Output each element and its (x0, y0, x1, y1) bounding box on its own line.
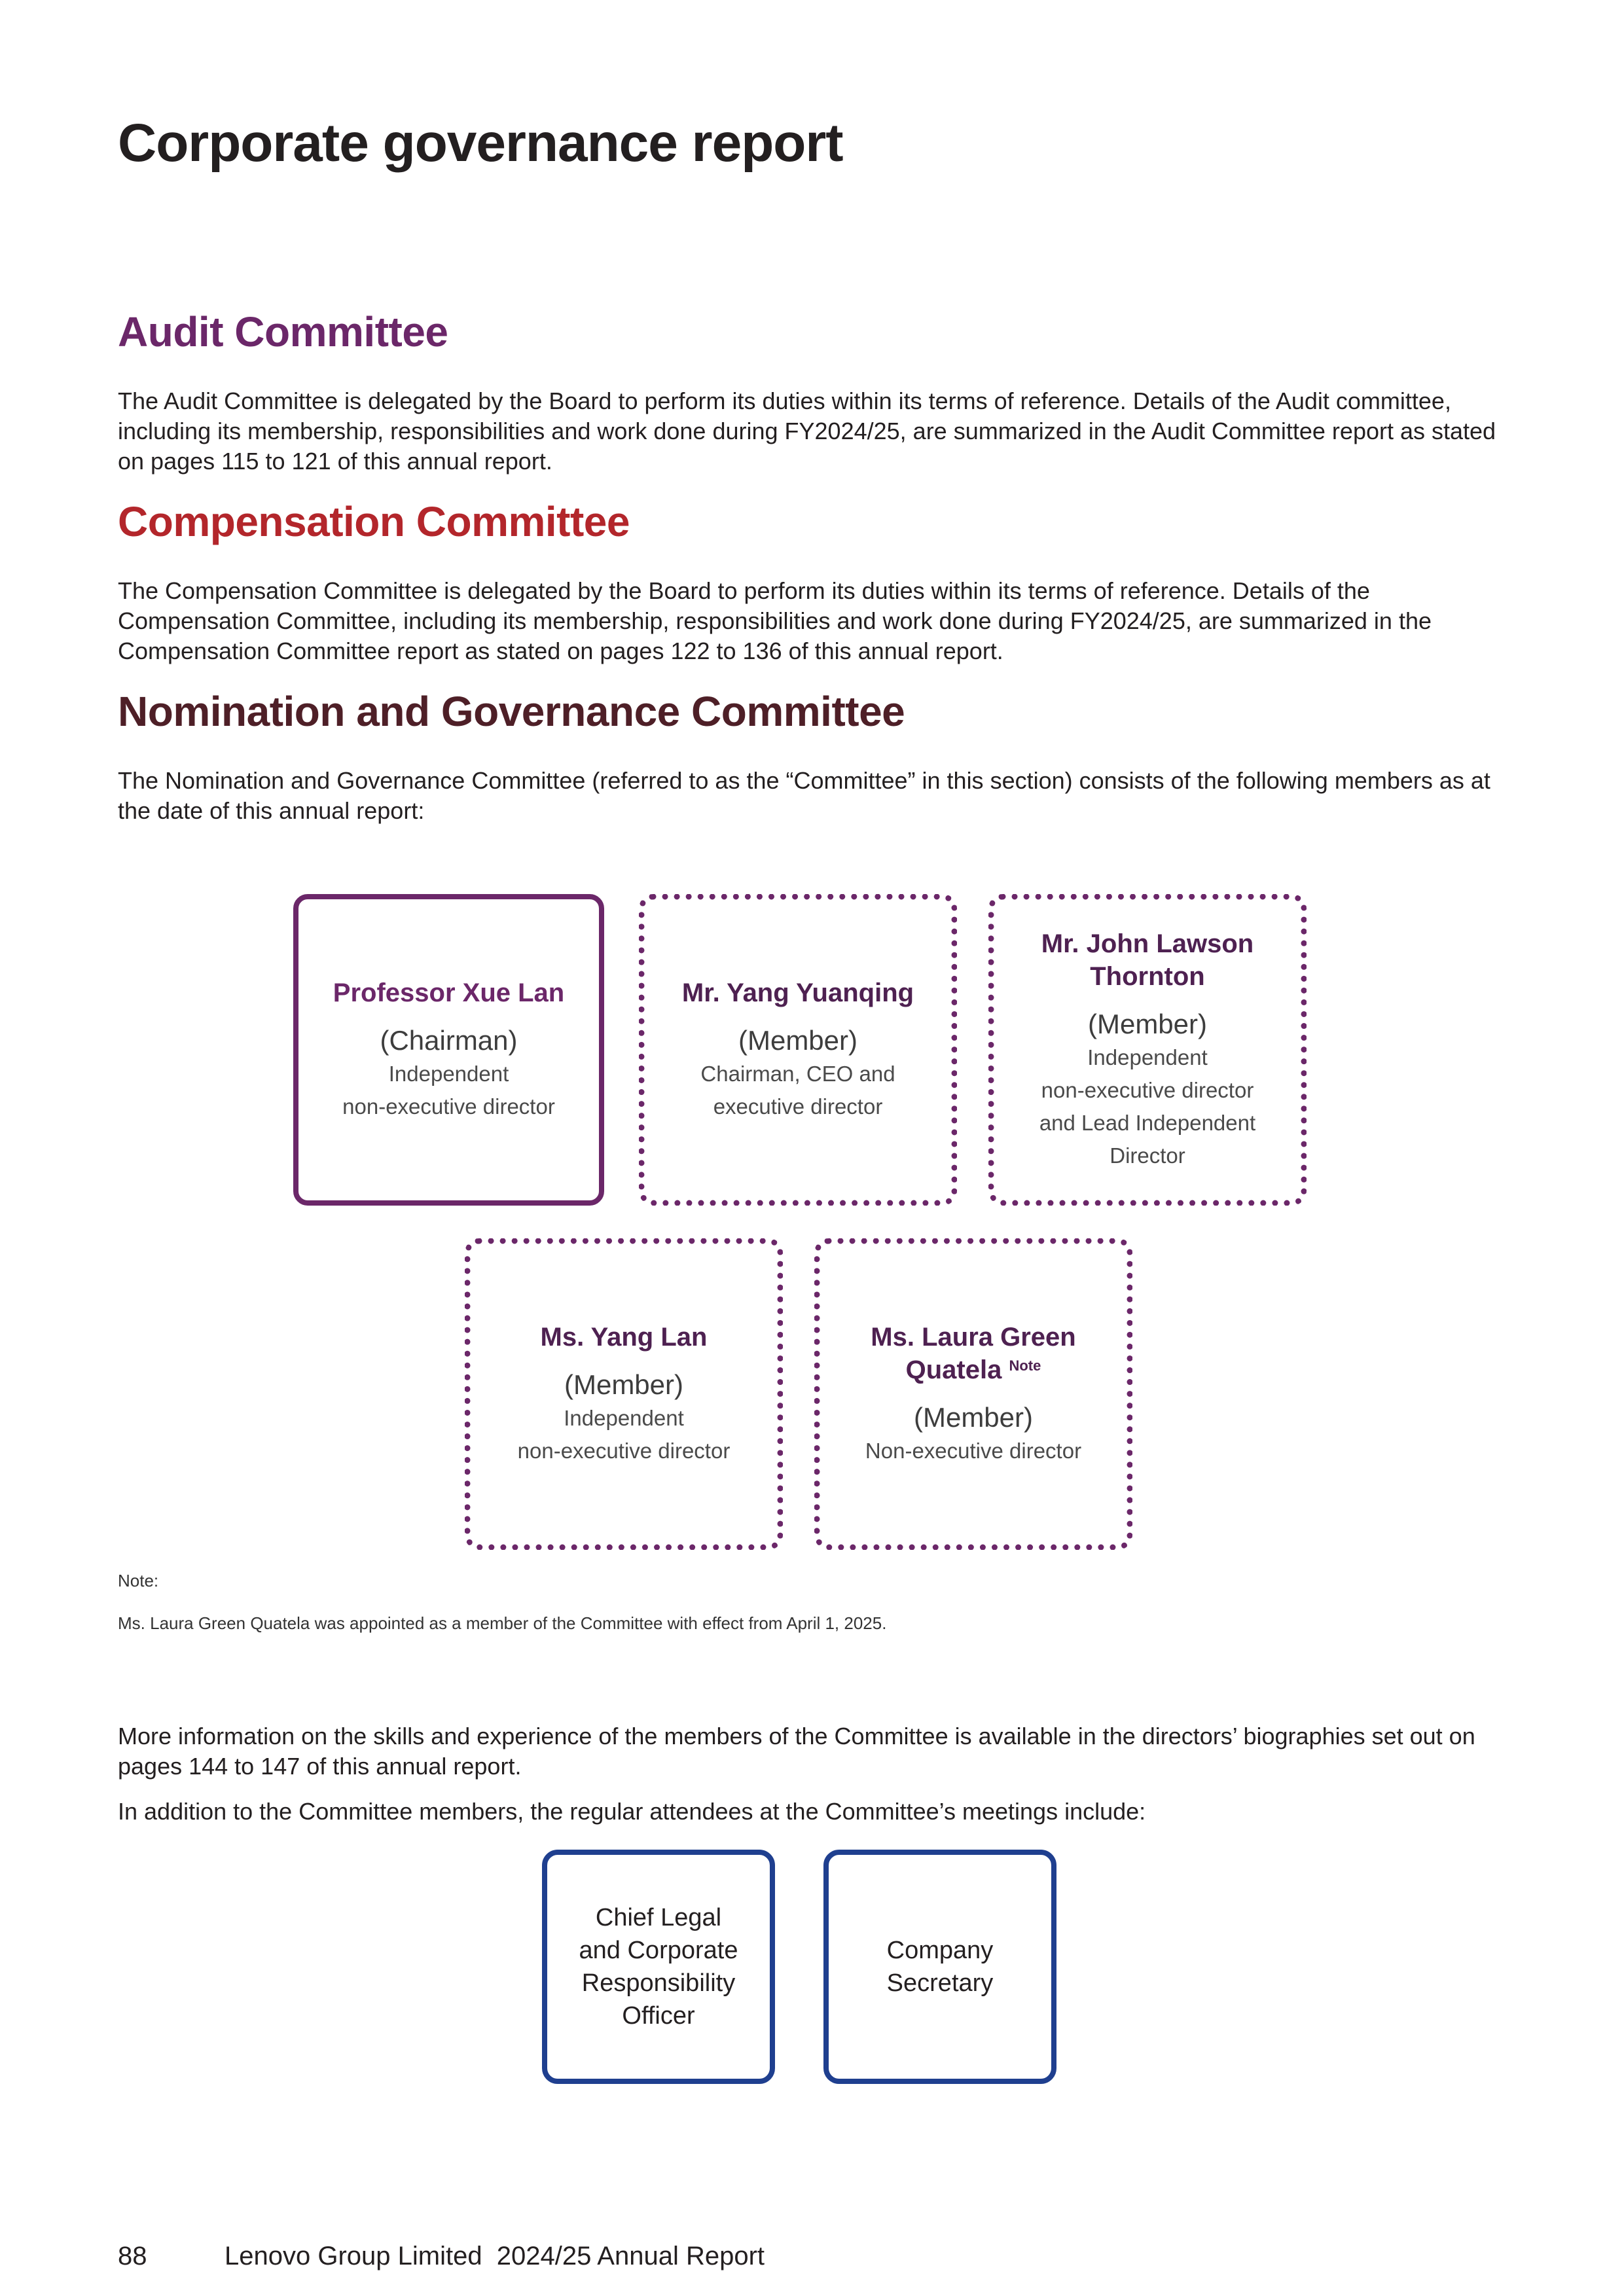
member-role: (Member) (738, 1025, 857, 1056)
member-card (814, 1238, 1132, 1550)
member-description: Independent (388, 1062, 509, 1086)
compensation-committee-body: The Compensation Committee is delegated by the Board to perform its duties within its terms of reference. Details of the Compensation Committee, including its membership, responsibilities and work done during FY2024/25, are summarized in the Compensation Committee report as stated on pages 122 to 136 of this annual report. (118, 577, 1432, 664)
member-description: non-executive director (342, 1094, 555, 1119)
attendees-intro: In addition to the Committee members, the regular attendees at the Committee’s meetings include: (118, 1798, 1146, 1825)
member-name-part: Quatela (905, 1355, 1002, 1384)
page-title: Corporate governance report (118, 113, 843, 173)
member-card (465, 1238, 783, 1550)
attendee-title-line: Responsibility (581, 1969, 736, 1997)
member-role: (Member) (1087, 1009, 1207, 1039)
member-role: (Member) (913, 1402, 1033, 1433)
attendee-title-line: and Corporate (579, 1937, 738, 1964)
nomination-committee-heading: Nomination and Governance Committee (118, 688, 905, 735)
attendee-card (823, 1850, 1056, 2084)
note-label: Note: (118, 1571, 159, 1590)
more-info-text: More information on the skills and experience of the members of the Committee is available in the directors’ biographies set out on pages 144 to 147 of this annual report. (118, 1723, 1475, 1780)
member-description: non-executive director (1041, 1078, 1254, 1102)
member-name: Ms. Yang Lan (540, 1323, 708, 1352)
nomination-committee-intro: The Nomination and Governance Committee (referred to as the “Committee” in this section) consists of the following members as at the date of this annual report: (118, 767, 1490, 824)
member-name: Mr. John Lawson (1041, 929, 1254, 958)
member-description: Independent (564, 1406, 684, 1430)
member-card-chairman (293, 894, 604, 1206)
note-text: Ms. Laura Green Quatela was appointed as a member of the Committee with effect from April 1, 2025. (118, 1613, 887, 1633)
member-description: executive director (713, 1094, 883, 1119)
compensation-committee-heading: Compensation Committee (118, 498, 630, 545)
audit-committee-body: The Audit Committee is delegated by the Board to perform its duties within its terms of reference. Details of the Audit committee, including its membership, responsibilities and work done during FY2024/25, are summarized in the Audit Committee report as stated on pages 115 to 121 of this annual report. (118, 387, 1496, 475)
member-description: Director (1110, 1143, 1185, 1168)
member-description: Non-executive director (865, 1439, 1082, 1463)
member-name (906, 1354, 1041, 1386)
attendee-title-line: Company (886, 1937, 994, 1964)
member-role: (Chairman) (380, 1025, 518, 1056)
member-name: Mr. Yang Yuanqing (681, 978, 914, 1007)
member-role: (Member) (564, 1369, 683, 1400)
attendee-card (542, 1850, 775, 2084)
member-name: Professor Xue Lan (333, 978, 565, 1007)
attendee-title-line: Chief Legal (595, 1904, 722, 1931)
page-number: 88 (118, 2242, 147, 2270)
note-marker: Note (1009, 1357, 1041, 1374)
attendee-title-line: Secretary (886, 1969, 994, 1997)
attendee-title-line: Officer (622, 2002, 695, 2030)
member-description: and Lead Independent (1039, 1111, 1256, 1135)
member-card (639, 894, 957, 1206)
member-description: Independent (1087, 1045, 1208, 1069)
member-card (988, 894, 1307, 1206)
member-description: Chairman, CEO and (700, 1062, 895, 1086)
audit-committee-heading: Audit Committee (118, 308, 448, 355)
footer-publication-title: Lenovo Group Limited 2024/25 Annual Report (225, 2242, 765, 2270)
member-name: Ms. Laura Green (871, 1323, 1076, 1352)
member-name: Thornton (1090, 962, 1205, 991)
member-description: non-executive director (517, 1439, 731, 1463)
